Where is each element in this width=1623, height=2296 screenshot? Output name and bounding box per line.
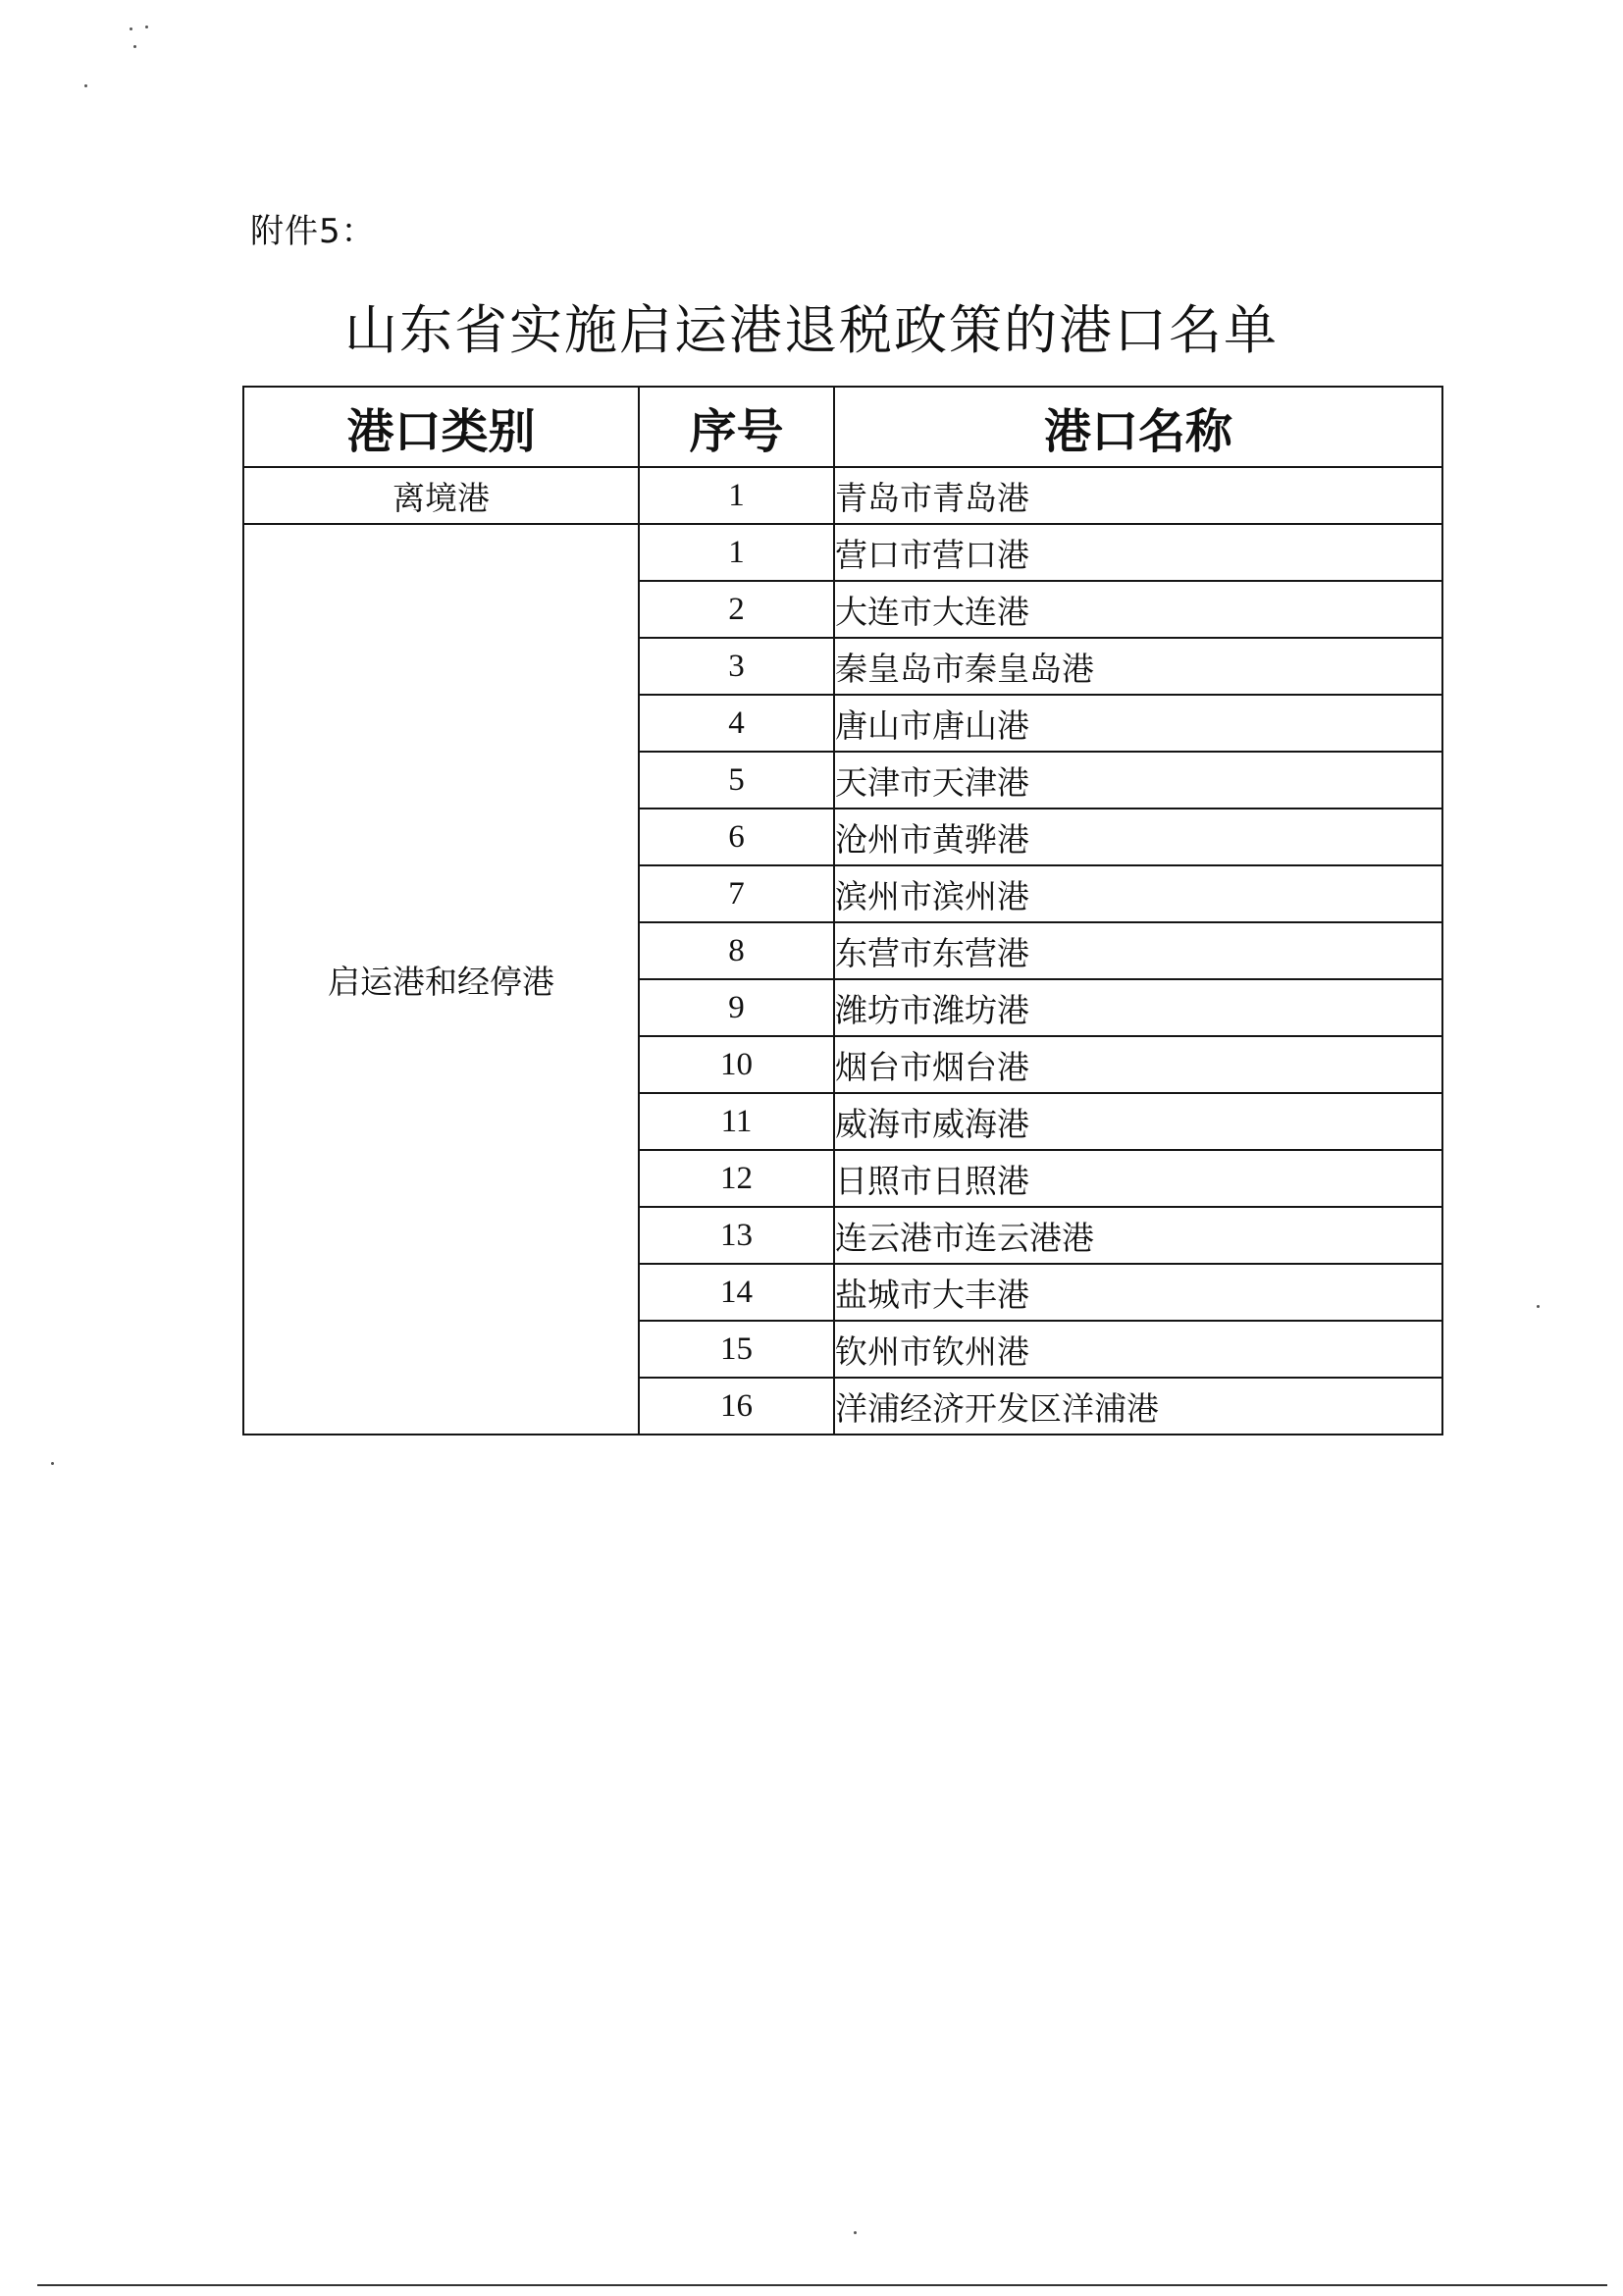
port-name-cell: 日照市日照港: [834, 1150, 1442, 1207]
serial-number-cell: 5: [639, 752, 834, 809]
header-number: 序号: [639, 387, 834, 467]
port-name-cell: 潍坊市潍坊港: [834, 979, 1442, 1036]
port-name-cell: 天津市天津港: [834, 752, 1442, 809]
serial-number-cell: 6: [639, 809, 834, 865]
attachment-label: 附件5：: [250, 212, 376, 251]
port-category-cell: 离境港: [243, 467, 639, 524]
serial-number-cell: 11: [639, 1093, 834, 1150]
scan-speck: [145, 26, 148, 28]
port-name-cell: 秦皇岛市秦皇岛港: [834, 638, 1442, 695]
serial-number-cell: 4: [639, 695, 834, 752]
port-name-cell: 连云港市连云港港: [834, 1207, 1442, 1264]
port-category-cell: 启运港和经停港: [243, 524, 639, 1435]
port-name-cell: 唐山市唐山港: [834, 695, 1442, 752]
serial-number-cell: 7: [639, 865, 834, 922]
port-list-table: [242, 386, 1443, 1435]
serial-number-cell: 14: [639, 1264, 834, 1321]
port-name-cell: 大连市大连港: [834, 581, 1442, 638]
serial-number-cell: 8: [639, 922, 834, 979]
scan-speck: [854, 2231, 857, 2234]
serial-number-cell: 9: [639, 979, 834, 1036]
scan-speck: [133, 45, 136, 48]
header-port-name: 港口名称: [834, 387, 1442, 467]
port-name-cell: 青岛市青岛港: [834, 467, 1442, 524]
serial-number-cell: 13: [639, 1207, 834, 1264]
scan-speck: [1537, 1305, 1540, 1308]
port-name-cell: 威海市威海港: [834, 1093, 1442, 1150]
serial-number-cell: 1: [639, 524, 834, 581]
serial-number-cell: 2: [639, 581, 834, 638]
port-name-cell: 钦州市钦州港: [834, 1321, 1442, 1378]
serial-number-cell: 15: [639, 1321, 834, 1378]
scan-speck: [51, 1462, 54, 1465]
serial-number-cell: 1: [639, 467, 834, 524]
port-name-cell: 营口市营口港: [834, 524, 1442, 581]
serial-number-cell: 12: [639, 1150, 834, 1207]
serial-number-cell: 3: [639, 638, 834, 695]
table-body: [243, 467, 1442, 1435]
document-title: 山东省实施启运港退税政策的港口名单: [344, 299, 1279, 361]
table-row: [243, 524, 1442, 581]
port-name-cell: 盐城市大丰港: [834, 1264, 1442, 1321]
port-name-cell: 烟台市烟台港: [834, 1036, 1442, 1093]
scan-speck: [84, 84, 87, 87]
table-row: [243, 467, 1442, 524]
port-name-cell: 滨州市滨州港: [834, 865, 1442, 922]
table-header-row: [243, 387, 1442, 467]
scan-speck: [130, 27, 132, 30]
page-bottom-rule: [37, 2284, 1607, 2286]
port-name-cell: 沧州市黄骅港: [834, 809, 1442, 865]
port-name-cell: 东营市东营港: [834, 922, 1442, 979]
serial-number-cell: 16: [639, 1378, 834, 1435]
serial-number-cell: 10: [639, 1036, 834, 1093]
header-category: 港口类别: [243, 387, 639, 467]
port-name-cell: 洋浦经济开发区洋浦港: [834, 1378, 1442, 1435]
